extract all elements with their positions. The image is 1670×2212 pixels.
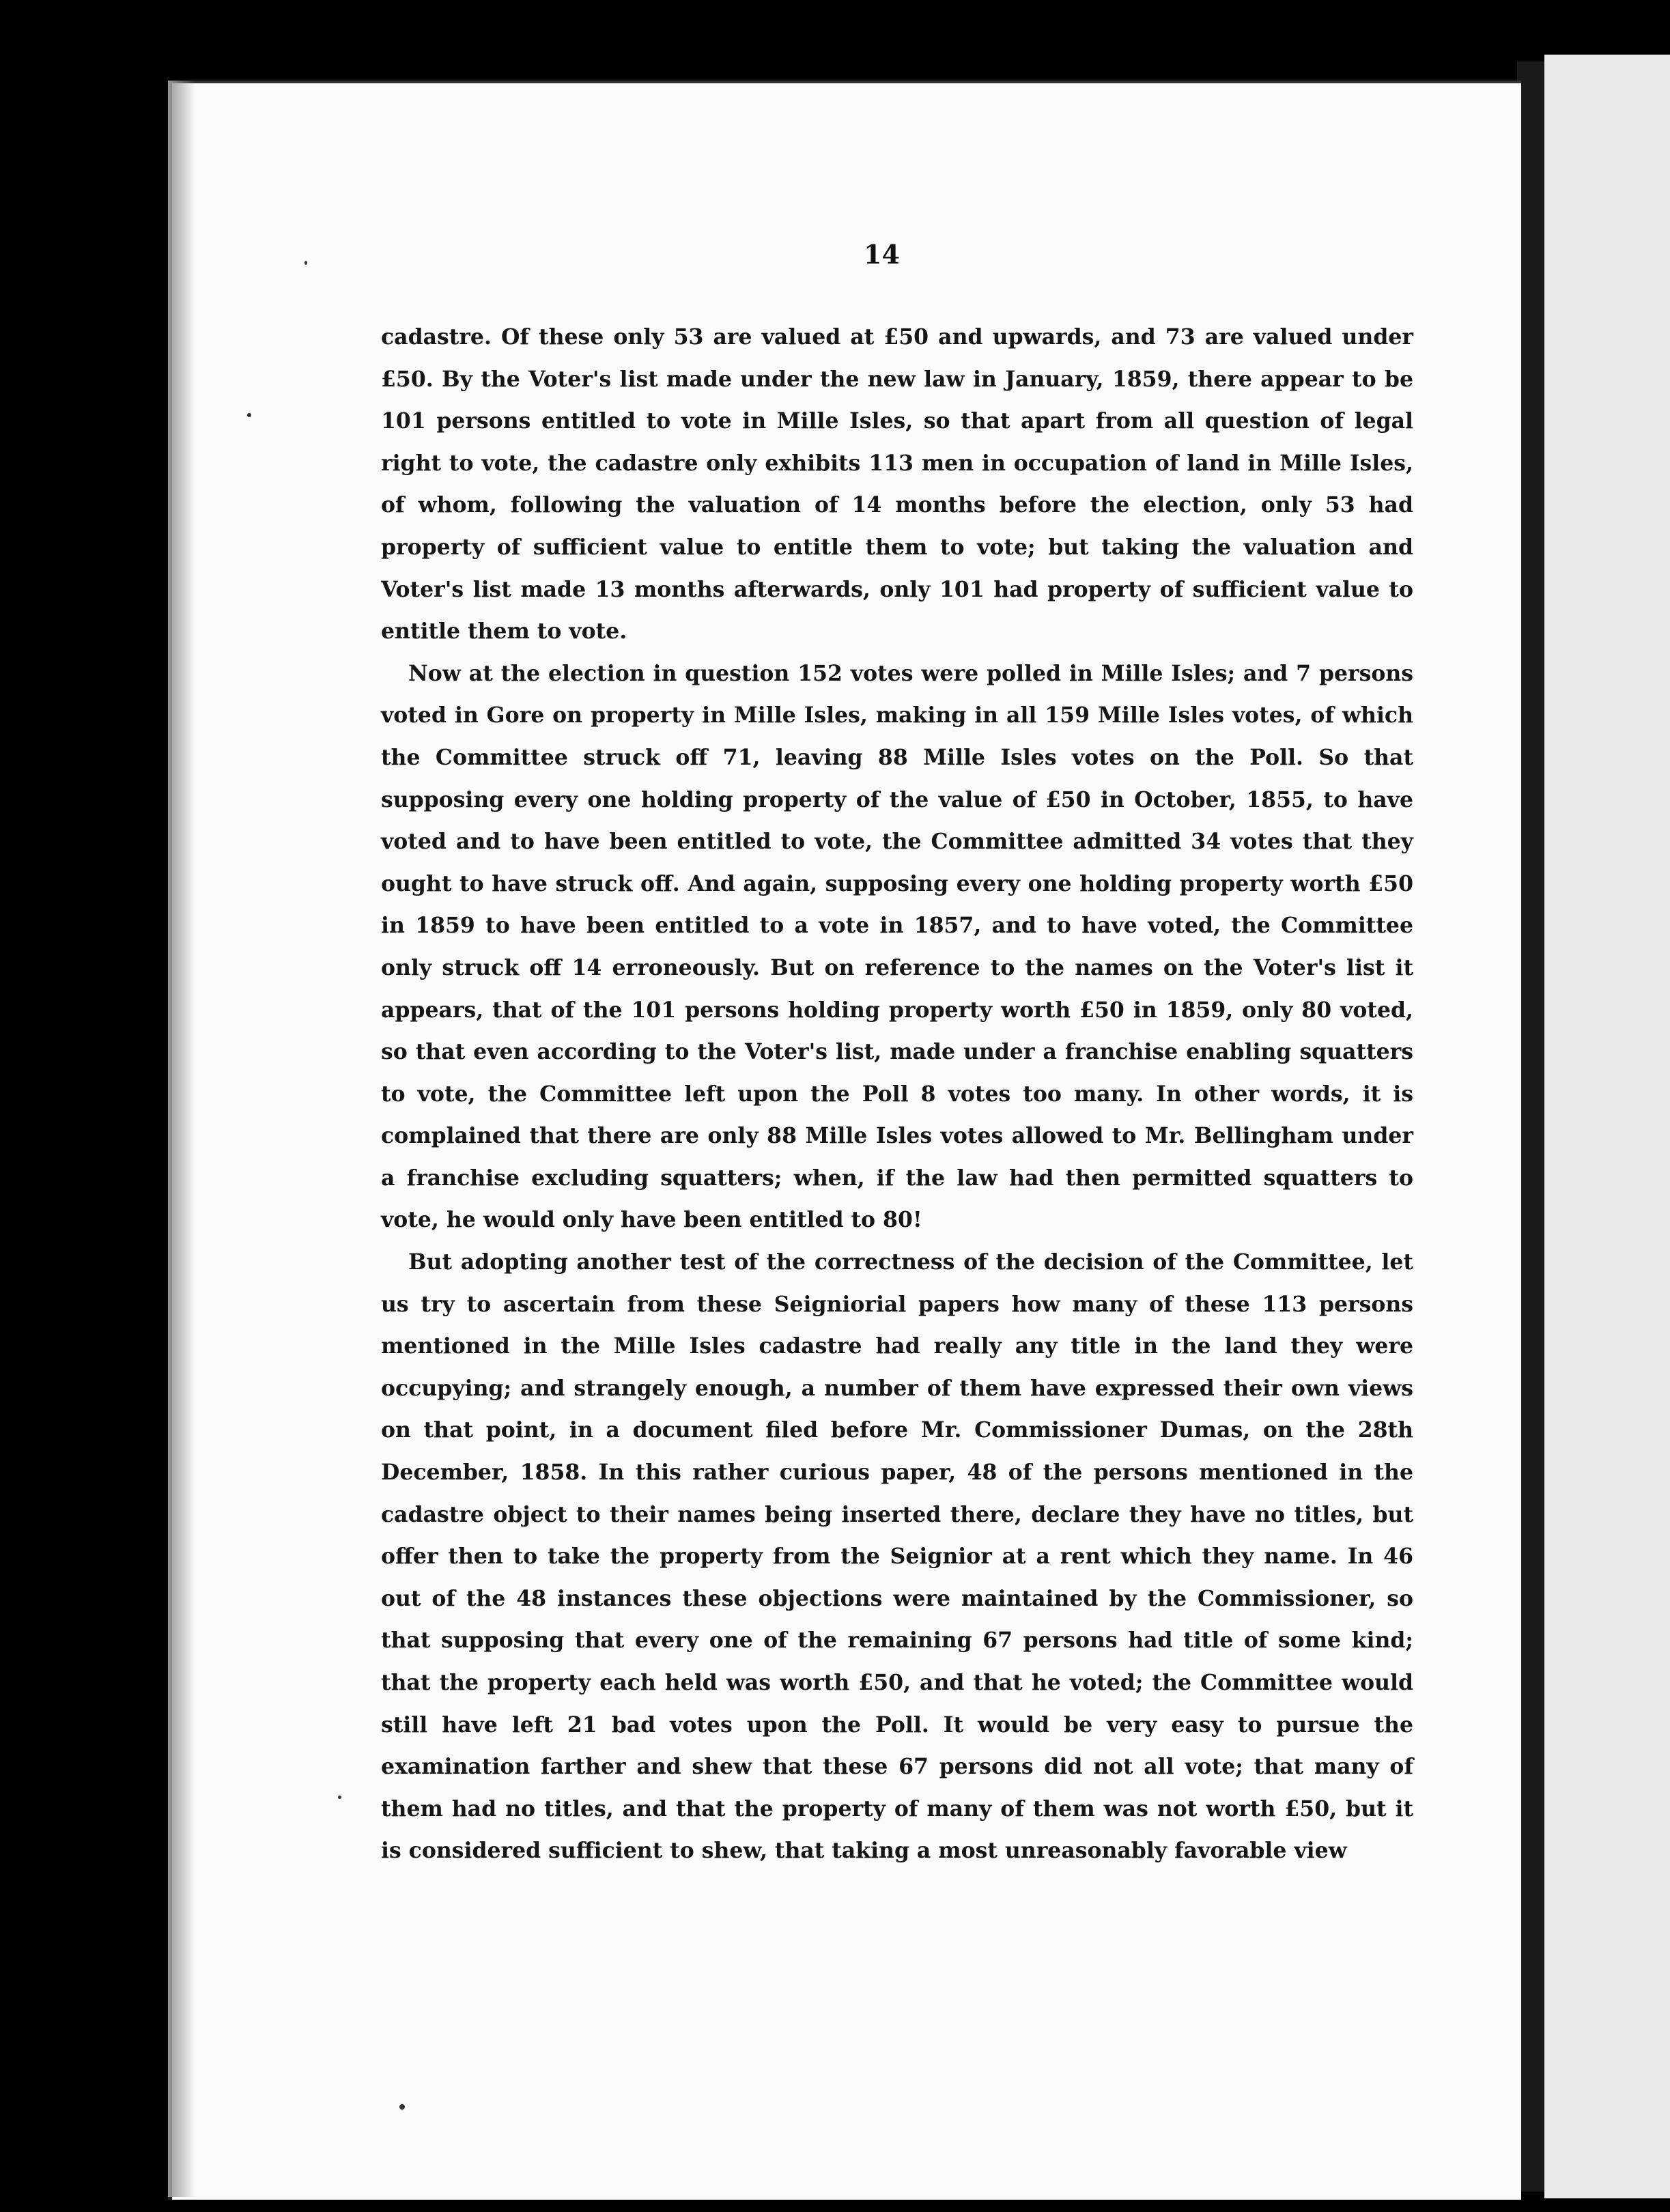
page-binding-shadow bbox=[168, 81, 195, 2197]
scan-speck bbox=[305, 261, 307, 265]
scan-speck bbox=[399, 2104, 405, 2110]
page-body-text bbox=[381, 316, 1413, 1872]
scan-speck bbox=[338, 1796, 341, 1799]
paragraph-1: cadastre. Of these only 53 are valued at £50 and upwards, and 73 are valued under £50. By the Voter's list made under the new law in January, 1859, there appear to be 101 persons entitled to vote in Mille Isles, so that apart from all question of legal right to vote, the cadastre only exhibits 113 men in occupation of land in Mille Isles, of whom, following the valuation of 14 months before the election, only 53 had property of sufficient value to entitle them to vote; but taking the valuation and Voter's list made 13 months afterwards, only 101 had property of sufficient value to entitle them to vote. bbox=[381, 324, 1413, 644]
scanner-top-edge bbox=[0, 0, 1670, 41]
adjacent-page-edge bbox=[1544, 55, 1670, 2198]
scan-speck bbox=[247, 413, 251, 417]
paragraph-2: Now at the election in question 152 votes were polled in Mille Isles; and 7 persons voted in Gore on property in Mille Isles, making in all 159 Mille Isles votes, of which the Committee struck off 71, leaving 88 Mille Isles votes on the Poll. So that supposing every one holding property of the value of £50 in October, 1855, to have voted and to have been entitled to vote, the Committee admitted 34 votes that they ought to have struck off. And again, supposing every one holding property worth £50 in 1859 to have been entitled to a vote in 1857, and to have voted, the Committee only struck off 14 erroneously. But on reference to the names on the Voter's list it appears, that of the 101 persons holding property worth £50 in 1859, only 80 voted, so that even according to the Voter's list, made under a franchise enabling squatters to vote, the Committee left upon the Poll 8 votes too many. In other words, it is complained that there are only 88 Mille Isles votes allowed to Mr. Bellingham under a franchise excluding squatters; when, if the law had then permitted squatters to vote, he would only have been entitled to 80! bbox=[381, 660, 1413, 1233]
paragraph-3: But adopting another test of the correctness of the decision of the Committee, let us try to ascertain from these Seigniorial papers how many of these 113 persons mentioned in the Mille Isles cadastre had really any title in the land they were occupying; and strangely enough, a number of them have expressed their own views on that point, in a document filed before Mr. Commissioner Dumas, on the 28th December, 1858. In this rather curious paper, 48 of the persons mentioned in the cadastre object to their names being inserted there, declare they have no titles, but offer then to take the property from the Seignior at a rent which they name. In 46 out of the 48 instances these objections were maintained by the Commissioner, so that supposing that every one of the remaining 67 persons had title of some kind; that the property each held was worth £50, and that he voted; the Committee would still have left 21 bad votes upon the Poll. It would be very easy to pursue the examination farther and shew that these 67 persons did not all vote; that many of them had no titles, and that the property of many of them was not worth £50, but it is considered sufficient to shew, that taking a most unreasonably favorable view bbox=[381, 1249, 1413, 1864]
page-number: 14 bbox=[864, 239, 900, 270]
